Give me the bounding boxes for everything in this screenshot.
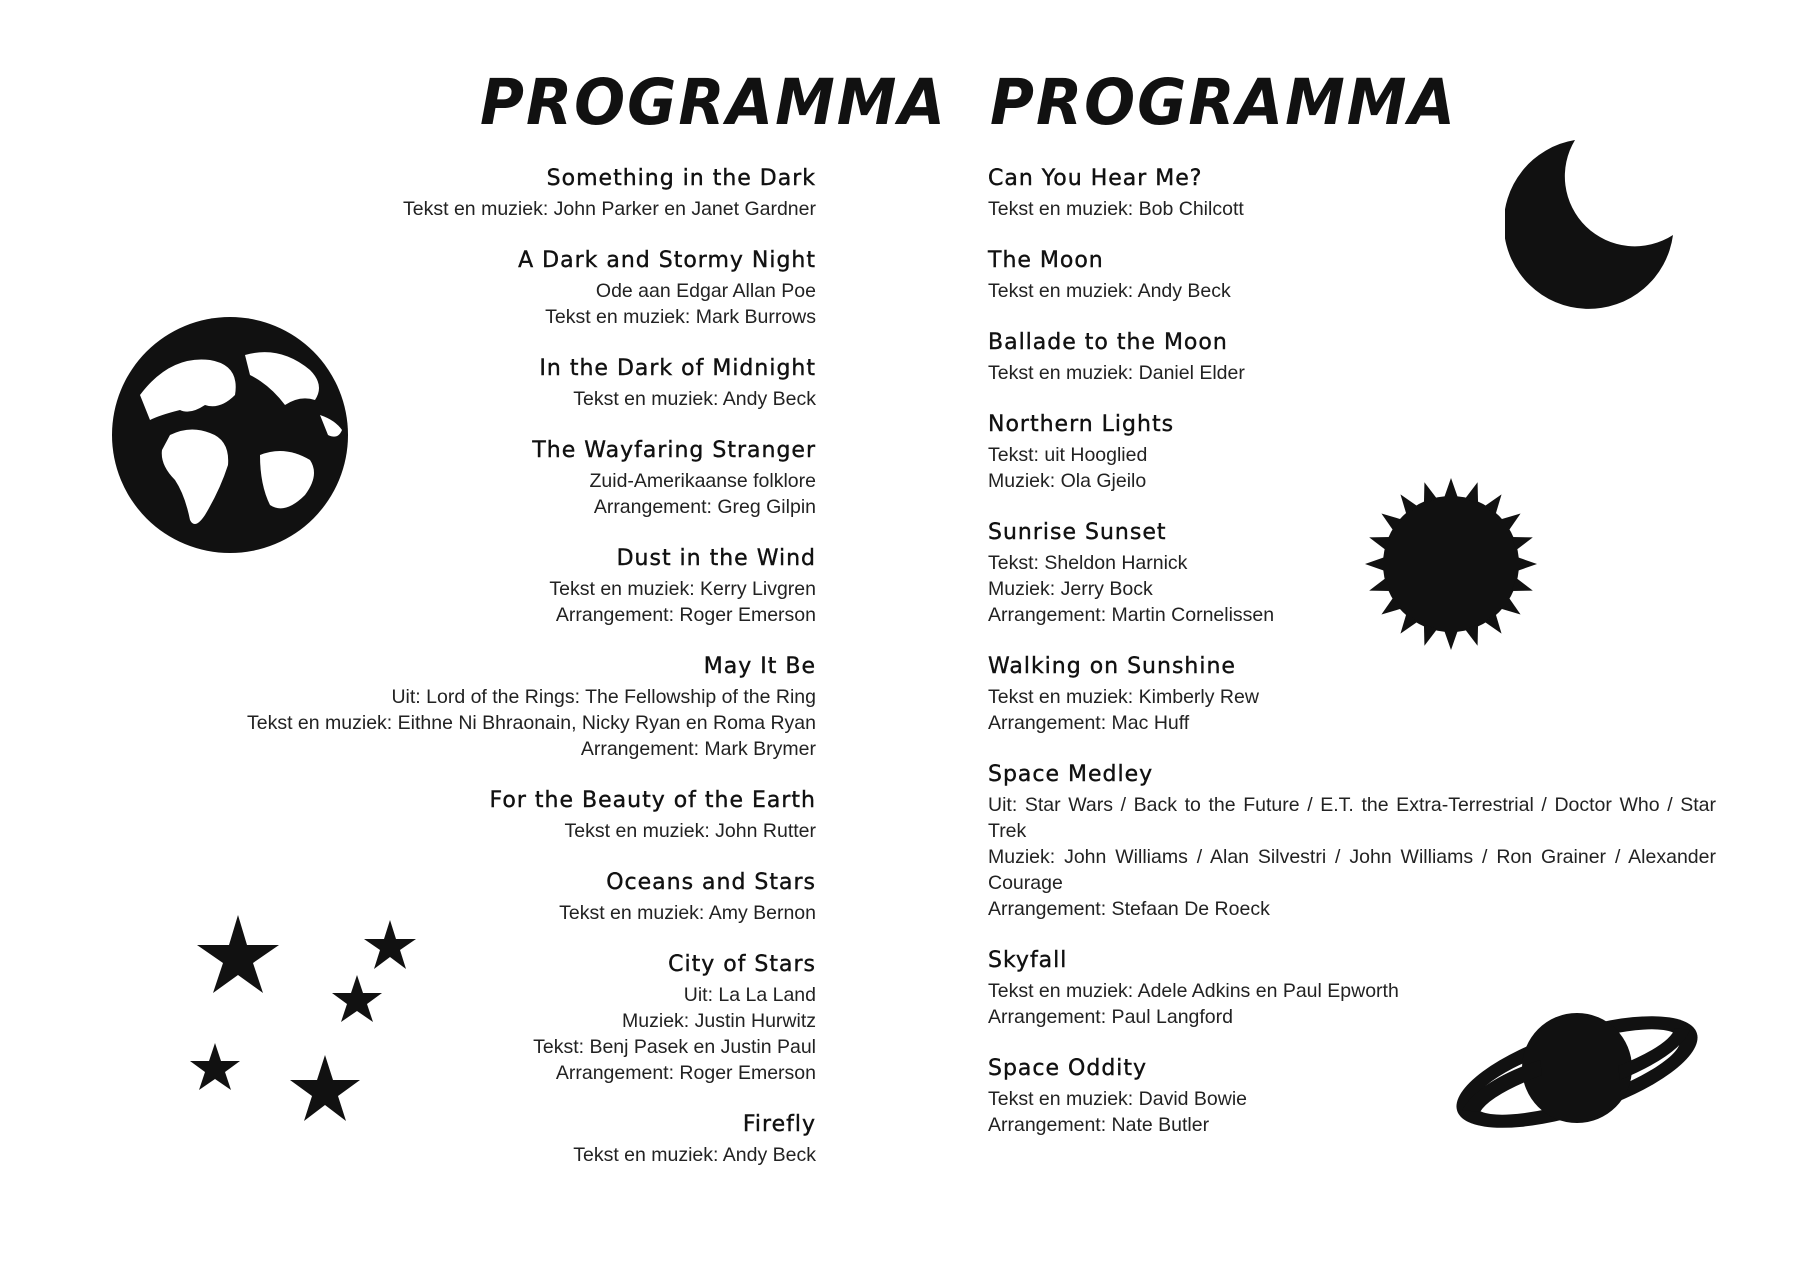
song-title: The Wayfaring Stranger: [532, 438, 816, 463]
planet-icon: [1450, 1000, 1705, 1145]
earth-icon: [110, 315, 350, 555]
song-entry: [180, 784, 816, 844]
song-credit: Tekst en muziek: Adele Adkins en Paul Epworth: [988, 980, 1399, 1002]
song-credit: Ode aan Edgar Allan Poe: [595, 280, 816, 302]
song-credit: Uit: Star Wars / Back to the Future / E.T. the Extra-Terrestrial / Doctor Who / Star Trek: [988, 794, 1716, 842]
stars-icon: [185, 905, 435, 1135]
song-credit: Arrangement: Mark Brymer: [580, 738, 816, 760]
song-credit: Arrangement: Nate Butler: [988, 1114, 1210, 1136]
song-entry: [988, 650, 1716, 736]
song-credit: Tekst en muziek: Andy Beck: [573, 1144, 816, 1166]
song-credit: Tekst en muziek: John Parker en Janet Gardner: [403, 198, 816, 220]
song-credit: Muziek: John Williams / Alan Silvestri / John Williams / Ron Grainer / Alexander Courage: [988, 846, 1716, 894]
song-credit: Tekst: Sheldon Harnick: [988, 552, 1188, 574]
song-credit: Tekst en muziek: John Rutter: [564, 820, 816, 842]
moon-icon: [1505, 140, 1685, 310]
song-credit: Arrangement: Roger Emerson: [555, 604, 816, 626]
song-entry: [988, 758, 1716, 922]
song-entry: [180, 162, 816, 222]
song-title: A Dark and Stormy Night: [518, 248, 816, 273]
page-title-right: PROGRAMMA: [990, 66, 1457, 140]
song-entry: [988, 408, 1716, 494]
song-credit: Arrangement: Roger Emerson: [555, 1062, 816, 1084]
song-entry: [988, 516, 1716, 628]
song-title: Space Medley: [988, 762, 1154, 787]
song-title: Dust in the Wind: [616, 546, 816, 571]
page-title-left: PROGRAMMA: [480, 66, 947, 140]
song-credit: Arrangement: Mac Huff: [988, 712, 1190, 734]
song-credit: Arrangement: Stefaan De Roeck: [988, 898, 1270, 920]
song-credit: Tekst en muziek: Mark Burrows: [545, 306, 816, 328]
song-credit: Uit: La La Land: [683, 984, 816, 1006]
song-title: Can You Hear Me?: [988, 166, 1203, 191]
song-title: The Moon: [988, 248, 1104, 273]
song-credit: Zuid-Amerikaanse folklore: [589, 470, 816, 492]
song-entry: [988, 326, 1716, 386]
song-credit: Muziek: Justin Hurwitz: [622, 1010, 816, 1032]
song-title: Walking on Sunshine: [988, 654, 1236, 679]
song-credit: Tekst en muziek: Bob Chilcott: [988, 198, 1244, 220]
song-credit: Muziek: Jerry Bock: [988, 578, 1153, 600]
song-credit: Tekst en muziek: Kimberly Rew: [988, 686, 1259, 708]
song-credit: Uit: Lord of the Rings: The Fellowship of the Ring: [391, 686, 816, 708]
song-title: For the Beauty of the Earth: [489, 788, 816, 813]
song-title: In the Dark of Midnight: [539, 356, 816, 381]
song-credit: Arrangement: Paul Langford: [988, 1006, 1233, 1028]
song-credit: Tekst en muziek: Amy Bernon: [559, 902, 816, 924]
song-credit: Tekst en muziek: Andy Beck: [573, 388, 816, 410]
song-credit: Tekst en muziek: Eithne Ni Bhraonain, Nicky Ryan en Roma Ryan: [246, 712, 816, 734]
song-title: Space Oddity: [988, 1056, 1148, 1081]
song-credit: Tekst en muziek: David Bowie: [988, 1088, 1248, 1110]
song-credit: Tekst en muziek: Kerry Livgren: [549, 578, 816, 600]
song-credit: Muziek: Ola Gjeilo: [988, 470, 1147, 492]
song-title: Firefly: [742, 1112, 816, 1137]
song-title: City of Stars: [668, 952, 816, 977]
sun-icon: [1365, 478, 1537, 650]
song-credit: Tekst: Benj Pasek en Justin Paul: [533, 1036, 816, 1058]
song-credit: Arrangement: Martin Cornelissen: [988, 604, 1275, 626]
song-credit: Arrangement: Greg Gilpin: [593, 496, 816, 518]
song-title: Skyfall: [988, 948, 1068, 973]
song-credit: Tekst en muziek: Andy Beck: [988, 280, 1231, 302]
song-title: May It Be: [703, 654, 816, 679]
song-title: Ballade to the Moon: [988, 330, 1228, 355]
song-title: Sunrise Sunset: [988, 520, 1167, 545]
song-title: Oceans and Stars: [606, 870, 816, 895]
song-title: Northern Lights: [988, 412, 1175, 437]
song-title: Something in the Dark: [546, 166, 816, 191]
song-credit: Tekst en muziek: Daniel Elder: [988, 362, 1245, 384]
song-entry: [180, 650, 816, 762]
song-credit: Tekst: uit Hooglied: [988, 444, 1148, 466]
